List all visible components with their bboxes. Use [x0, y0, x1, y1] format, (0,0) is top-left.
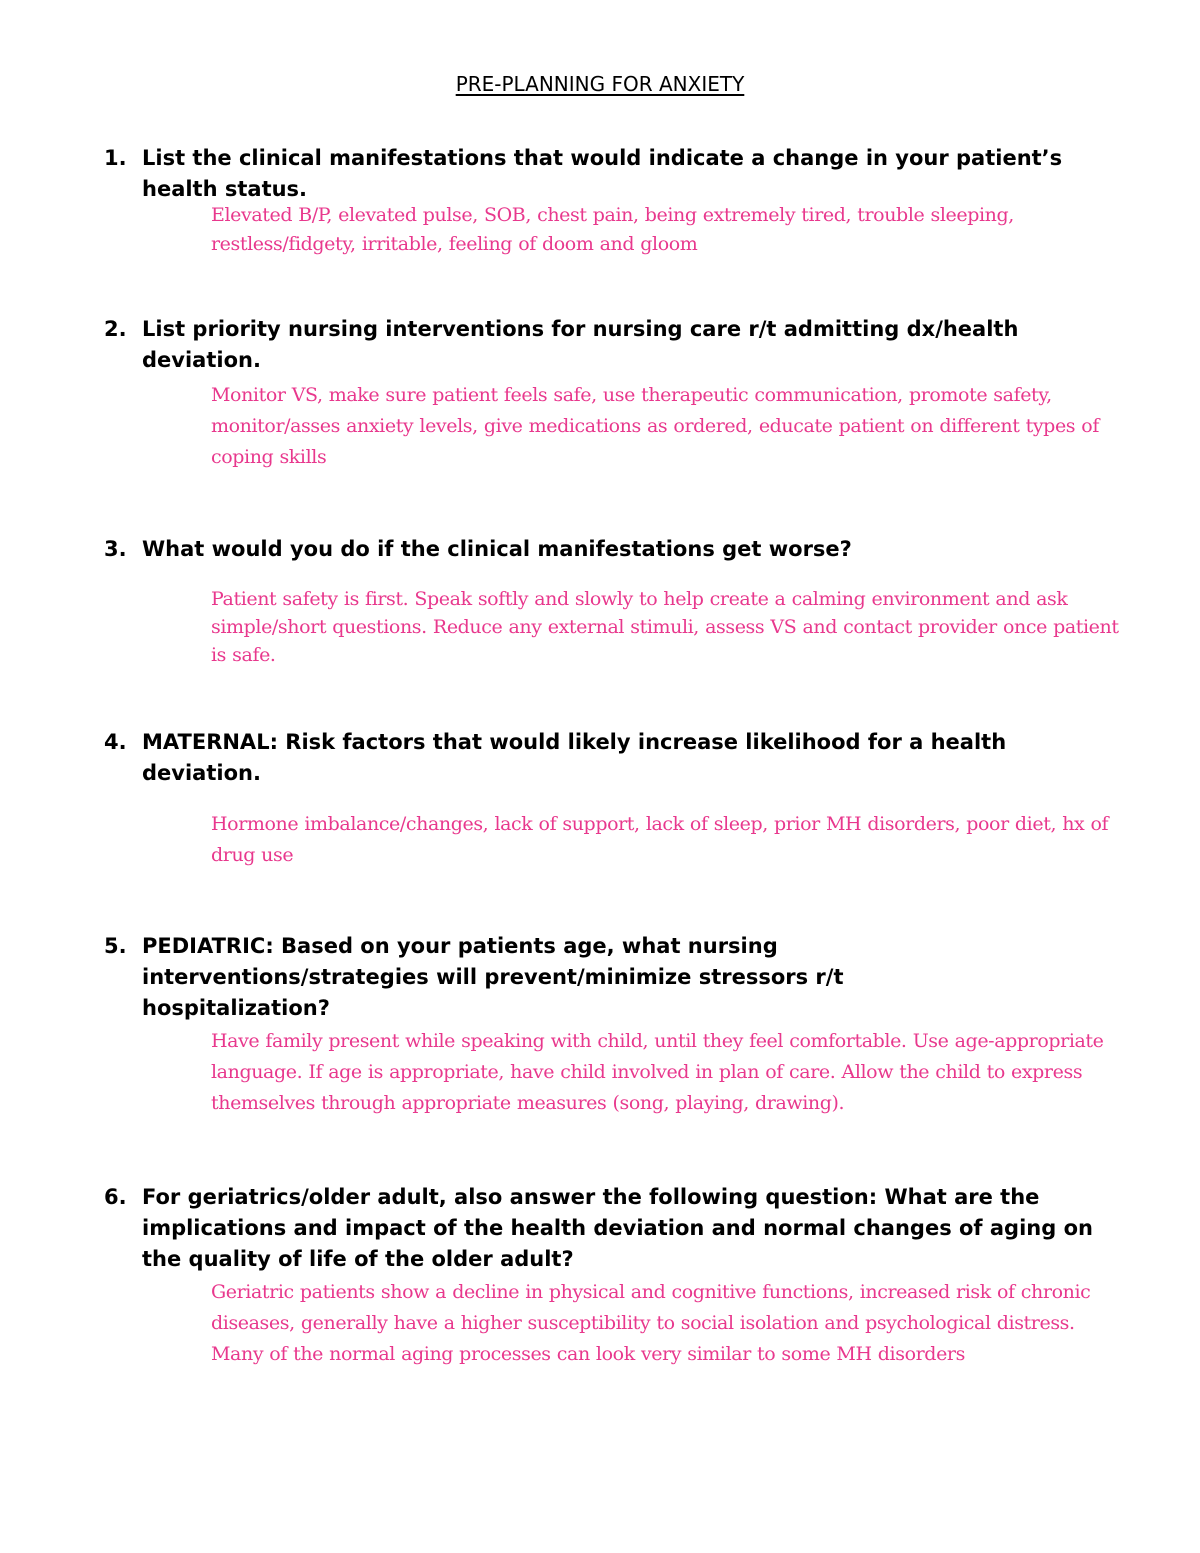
- question-3-number: 3.: [104, 537, 127, 561]
- question-3-text: What would you do if the clinical manifestations get worse?: [142, 537, 852, 561]
- question-1: [104, 143, 1142, 205]
- question-2-text: List priority nursing interventions for nursing care r/t admitting dx/health deviation.: [142, 317, 1019, 372]
- question-2: [104, 314, 1142, 376]
- question-5-number: 5.: [104, 934, 127, 958]
- answer-1: Elevated B/P, elevated pulse, SOB, chest pain, being extremely tired, trouble sleeping, restless/fidgety, irritable, feeling of doom and gloom: [211, 204, 1014, 255]
- question-4-number: 4.: [104, 730, 127, 754]
- answer-5: Have family present while speaking with child, until they feel comfortable. Use age-appropriate language. If age is appropriate, have child involved in plan of care. Allow the child to express themselves through appropriate measures (song, playing, drawing).: [211, 1030, 1104, 1114]
- question-5: [104, 931, 942, 1024]
- question-6: [104, 1182, 1117, 1275]
- question-2-number: 2.: [104, 317, 127, 341]
- question-1-number: 1.: [104, 146, 127, 170]
- question-1-text: List the clinical manifestations that would indicate a change in your patient’s health status.: [142, 146, 1063, 201]
- question-3: [104, 534, 1142, 565]
- question-6-text: For geriatrics/older adult, also answer the following question: What are the implications and impact of the health deviation and normal changes of aging on the quality of life of the older adult?: [142, 1185, 1093, 1271]
- answer-3: Patient safety is first. Speak softly and slowly to help create a calming environment and ask simple/short questions. Reduce any external stimuli, assess VS and contact provider once patient is safe.: [211, 588, 1119, 666]
- answer-4: Hormone imbalance/changes, lack of support, lack of sleep, prior MH disorders, poor diet, hx of drug use: [211, 813, 1109, 866]
- answer-2: Monitor VS, make sure patient feels safe, use therapeutic communication, promote safety, monitor/asses anxiety levels, give medications as ordered, educate patient on different types of coping skills: [211, 384, 1099, 468]
- question-5-text: PEDIATRIC: Based on your patients age, what nursing interventions/strategies will prevent/minimize stressors r/t hospitalization?: [142, 934, 844, 1020]
- question-4: [104, 727, 1132, 789]
- question-4-text: MATERNAL: Risk factors that would likely increase likelihood for a health deviation.: [142, 730, 1007, 785]
- answer-6: Geriatric patients show a decline in physical and cognitive functions, increased risk of chronic diseases, generally have a higher susceptibility to social isolation and psychological distress. Many of the normal aging processes can look very similar to some MH disorders: [211, 1281, 1091, 1365]
- question-6-number: 6.: [104, 1185, 127, 1209]
- page-title: PRE-PLANNING FOR ANXIETY: [455, 72, 745, 96]
